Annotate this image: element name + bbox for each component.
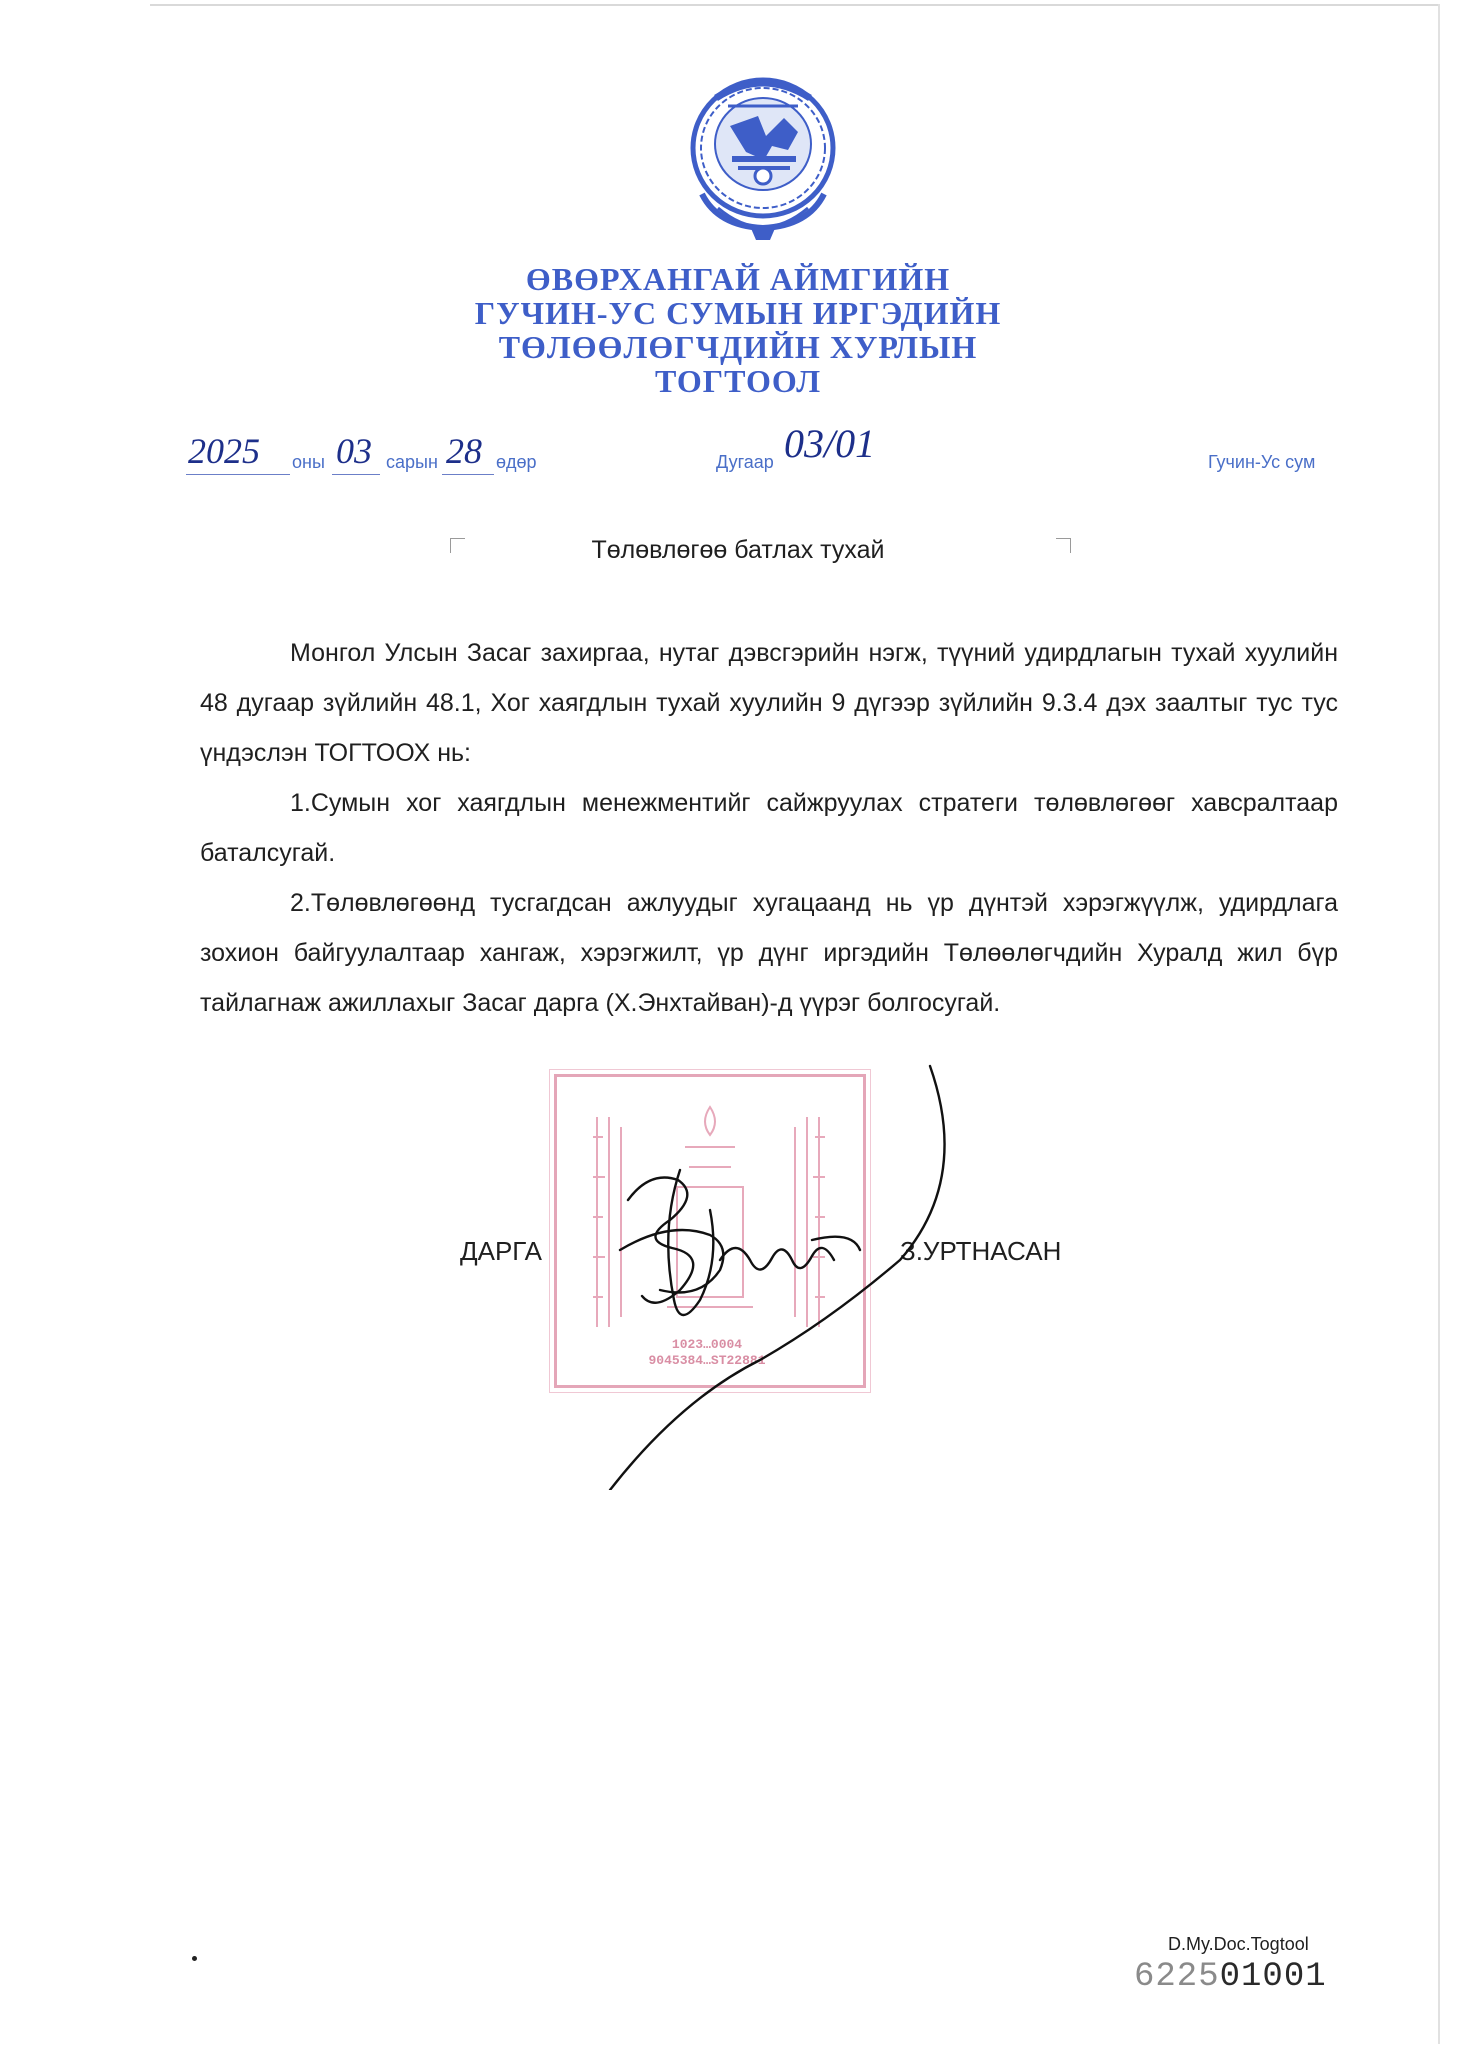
stamp-tax-number: 9045384…ST22881 (648, 1353, 766, 1368)
handwritten-day: 28 (446, 431, 482, 471)
signatory-role: ДАРГА (460, 1236, 542, 1266)
year-suffix: оны (292, 452, 325, 472)
issuer-header (0, 262, 1476, 398)
resolution-body (200, 628, 1338, 1028)
document-title: Төлөвлөгөө батлах тухай (591, 536, 885, 564)
handwritten-number: 03/01 (784, 421, 876, 466)
signatory-name: З.УРТНАСАН (900, 1236, 1062, 1266)
place-label: Гучин-Ус сум (1208, 452, 1316, 472)
header-line-4: ТОГТООЛ (654, 363, 822, 399)
paragraph-preamble: Монгол Улсын Засаг захиргаа, нутаг дэвсгэрийн нэгж, түүний удирдлагын тухай хуулийн 48 дугаар зүйлийн 48.1, Хог хаягдлын тухай хуулийн 9 дүгээр зүйлийн 9.3.4 дэх заалтыг тус тус үндэслэн ТОГТООХ нь: (200, 639, 1338, 767)
day-suffix: өдөр (496, 452, 537, 472)
handwritten-signature (560, 1060, 960, 1490)
header-line-3: ТӨЛӨӨЛӨГЧДИЙН ХУРЛЫН (498, 329, 978, 365)
number-label: Дугаар (716, 452, 774, 472)
serial-dark: 01001 (1219, 1958, 1327, 1996)
handwritten-year: 2025 (188, 431, 260, 471)
year-underline (186, 474, 290, 475)
document-code: D.My.Doc.Togtool (1168, 1934, 1309, 1954)
stamp-register-number: 1023…0004 (671, 1337, 743, 1352)
day-underline (442, 474, 494, 475)
paragraph-item-1: 1.Сумын хог хаягдлын менежментийг сайжруулах стратеги төлөвлөгөөг хавсралтаар баталсугай. (200, 789, 1338, 867)
serial-light: 6225 (1134, 1958, 1220, 1996)
soyombo-state-emblem-icon (688, 76, 838, 242)
serial-number (1134, 1958, 1327, 1996)
scan-edge-top (150, 4, 1440, 6)
scan-dot (192, 1956, 197, 1961)
header-line-2: ГУЧИН-УС СУМЫН ИРГЭДИЙН (474, 295, 1002, 331)
header-line-1: ӨВӨРХАНГАЙ АЙМГИЙН (525, 261, 951, 297)
month-suffix: сарын (386, 452, 438, 472)
month-underline (332, 474, 380, 475)
paragraph-item-2: 2.Төлөвлөгөөнд тусгагдсан ажлуудыг хугацаанд нь үр дүнтэй хэрэгжүүлж, удирдлага зохион байгуулалтаар хангаж, хэрэгжилт, үр дүнг иргэдийн Төлөөлөгчдийн Хуралд жил бүр тайлагнаж ажиллахыг Засаг дарга (Х.Энхтайван)-д үүрэг болгосугай. (200, 889, 1338, 1017)
date-number-line (0, 421, 1476, 488)
handwritten-month: 03 (336, 431, 372, 471)
